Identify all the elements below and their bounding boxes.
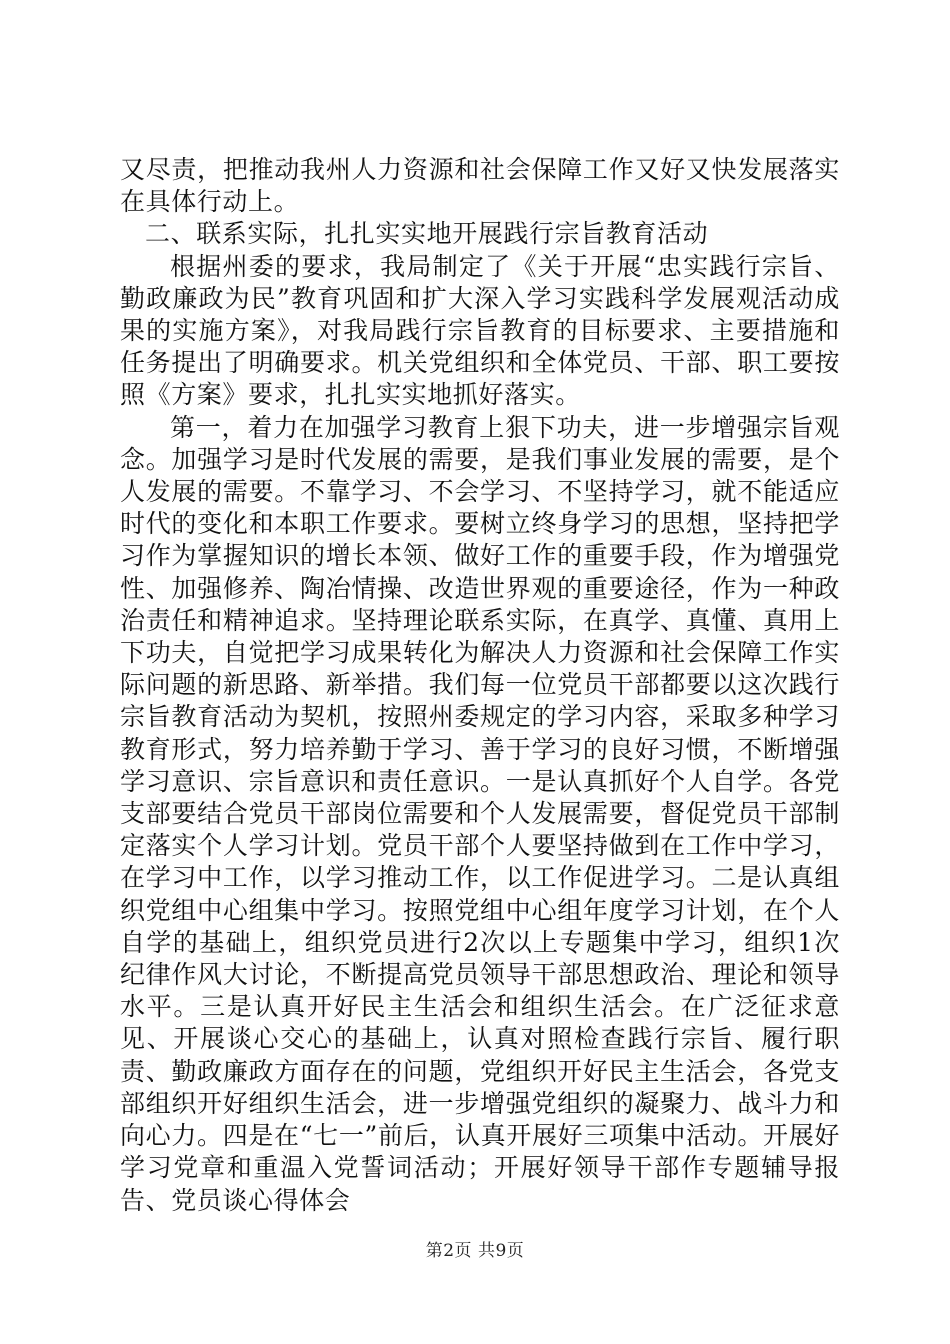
section-heading: 二、联系实际，扎扎实实地开展践行宗旨教育活动 — [145, 219, 709, 249]
page-number-footer: 第2页 共9页 — [425, 1241, 525, 1261]
paragraph-continuation: 又尽责，把推动我州人力资源和社会保障工作又好又快发展落实在具体行动上。 — [120, 155, 840, 217]
paragraph-first-point: 第一，着力在加强学习教育上狠下功夫，进一步增强宗旨观念。加强学习是时代发展的需要，是我们事业发展的需要，是个人发展的需要。不靠学习、不会学习、不坚持学习，就不能适应时代的变化和本职工作要求。要树立终身学习的思想，坚持把学习作为掌握知识的增长本领、做好工作的重要手段，作为增强党性、加强修养、陶冶情操、改造世界观的重要途径，作为一种政治责任和精神追求。坚持理论联系实际，在真学、真懂、真用上下功夫，自觉把学习成果转化为解决人力资源和社会保障工作实际问题的新思路、新举措。我们每一位党员干部都要以这次践行宗旨教育活动为契机，按照州委规定的学习内容，采取多种学习教育形式，努力培养勤于学习、善于学习的良好习惯，不断增强学习意识、宗旨意识和责任意识。一是认真抓好个人自学。各党支部要结合党员干部岗位需要和个人发展需要，督促党员干部制定落实个人学习计划。党员干部个人要坚持做到在工作中学习，在学习中工作，以学习推动工作，以工作促进学习。二是认真组织党组中心组集中学习。按照党组中心组年度学习计划，在个人自学的基础上，组织党员进行2次以上专题集中学习，组织1次纪律作风大讨论，不断提高党员领导干部思想政治、理论和领导水平。三是认真开好民主生活会和组织生活会。在广泛征求意见、开展谈心交心的基础上，认真对照检查践行宗旨、履行职责、勤政廉政方面存在的问题，党组织开好民主生活会，各党支部组织开好组织生活会，进一步增强党组织的凝聚力、战斗力和向心力。四是在“七一”前后，认真开展好三项集中活动。开展好学习党章和重温入党誓词活动；开展好领导干部作专题辅导报告、党员谈心得体会 — [120, 412, 840, 1215]
paragraph-plan: 根据州委的要求，我局制定了《关于开展“忠实践行宗旨、勤政廉政为民”教育巩固和扩大深入学习实践科学发展观活动成果的实施方案》，对我局践行宗旨教育的目标要求、主要措施和任务提出了明确要求。机关党组织和全体党员、干部、职工要按照《方案》要求，扎扎实实地抓好落实。 — [120, 251, 840, 410]
document-body — [120, 154, 840, 1217]
